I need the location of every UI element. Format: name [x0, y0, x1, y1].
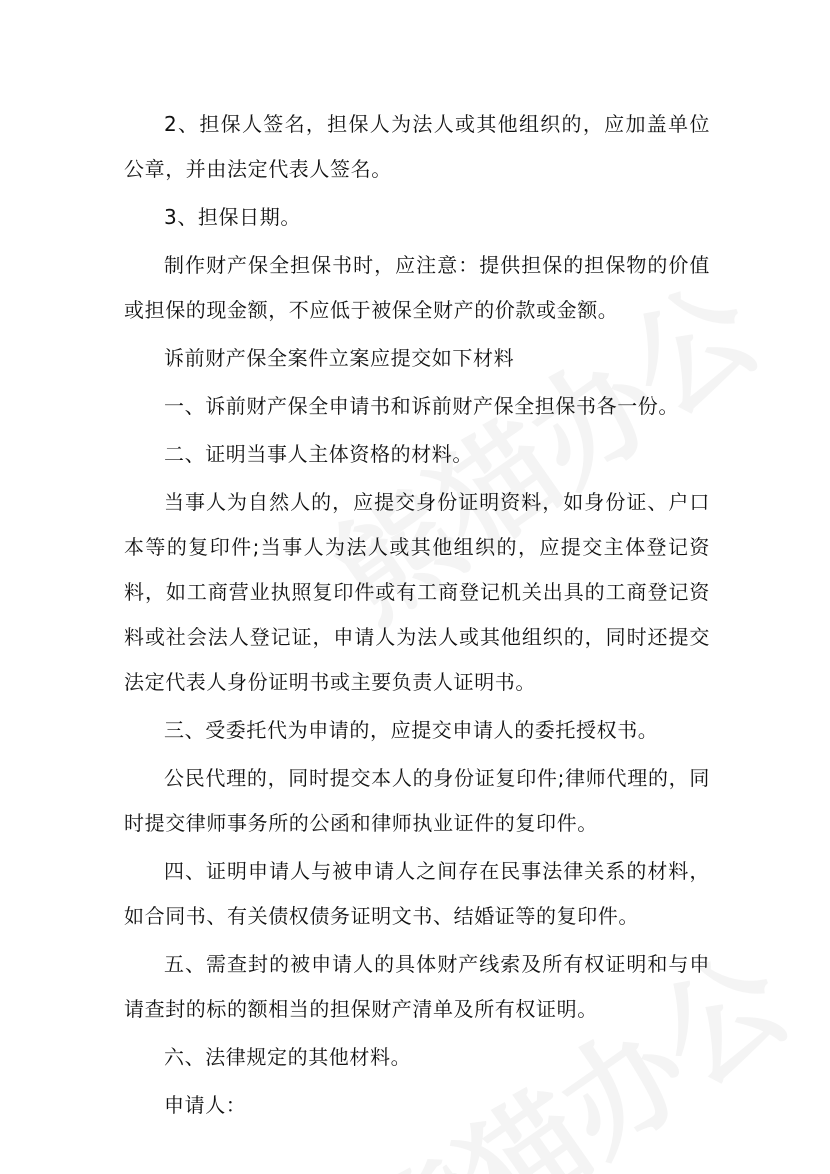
paragraph: 当事人为自然人的，应提交身份证明资料，如身份证、户口本等的复印件;当事人为法人或其他组织的，应提交主体登记资料，如工商营业执照复印件或有工商登记机关出具的工商登记资料或社会法人登记证，申请人为法人或其他组织的，同时还提交法定代表人身份证明书或主要负责人证明书。 — [124, 490, 710, 694]
list-item: 五、需查封的被申请人的具体财产线索及所有权证明和与申请查封的标的额相当的担保财产清单及所有权证明。 — [124, 952, 710, 1021]
list-item: 二、证明当事人主体资格的材料。 — [164, 442, 473, 466]
list-item: 四、证明申请人与被申请人之间存在民事法律关系的材料，如合同书、有关债权债务证明文书、结婚证等的复印件。 — [124, 859, 710, 928]
list-item: 一、诉前财产保全申请书和诉前财产保全担保书各一份。 — [164, 394, 679, 418]
list-item: 六、法律规定的其他材料。 — [164, 1045, 412, 1069]
list-item: 三、受委托代为申请的，应提交申请人的委托授权书。 — [164, 718, 659, 742]
paragraph: 2、担保人签名，担保人为法人或其他组织的，应加盖单位公章，并由法定代表人签名。 — [124, 112, 710, 181]
signature-label: 申请人： — [164, 1093, 247, 1117]
paragraph: 3、担保日期。 — [164, 205, 301, 229]
paragraph: 制作财产保全担保书时，应注意：提供担保的担保物的价值或担保的现金额，不应低于被保全财产的价款或金额。 — [124, 253, 710, 322]
document-body — [124, 102, 710, 1131]
section-heading: 诉前财产保全案件立案应提交如下材料 — [164, 346, 515, 370]
paragraph: 公民代理的，同时提交本人的身份证复印件;律师代理的，同时提交律师事务所的公函和律师执业证件的复印件。 — [124, 766, 710, 835]
